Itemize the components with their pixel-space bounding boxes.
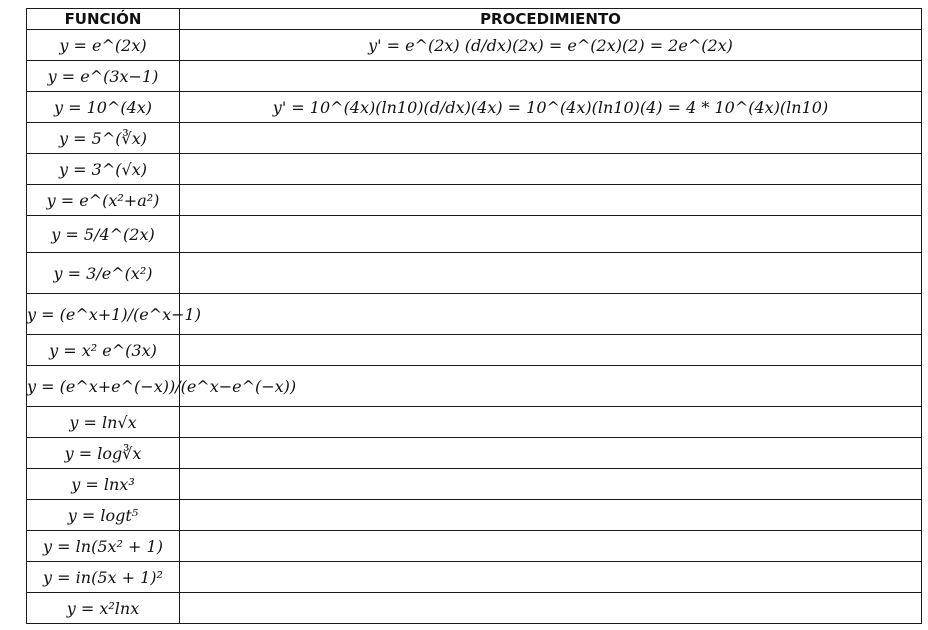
table-row bbox=[27, 30, 922, 61]
function-cell: y = 3^(√x) bbox=[27, 154, 180, 185]
procedure-cell[interactable] bbox=[180, 123, 922, 154]
procedure-cell[interactable] bbox=[180, 469, 922, 500]
function-cell: y = (e^x+1)/(e^x−1) bbox=[27, 294, 180, 335]
function-cell: y = 3/e^(x²) bbox=[27, 253, 180, 294]
table-row bbox=[27, 294, 922, 335]
procedure-cell[interactable] bbox=[180, 253, 922, 294]
procedure-cell[interactable] bbox=[180, 61, 922, 92]
function-cell: y = in(5x + 1)² bbox=[27, 562, 180, 593]
table-row bbox=[27, 593, 922, 624]
table-row bbox=[27, 335, 922, 366]
table-row bbox=[27, 500, 922, 531]
function-cell: y = x²lnx bbox=[27, 593, 180, 624]
table-row bbox=[27, 407, 922, 438]
procedure-cell[interactable] bbox=[180, 216, 922, 253]
function-cell: y = 5^(∛x) bbox=[27, 123, 180, 154]
header-row bbox=[27, 9, 922, 30]
procedure-cell[interactable] bbox=[180, 562, 922, 593]
table-row bbox=[27, 562, 922, 593]
procedure-cell[interactable] bbox=[180, 500, 922, 531]
procedure-cell[interactable] bbox=[180, 154, 922, 185]
function-cell: y = 10^(4x) bbox=[27, 92, 180, 123]
function-cell: y = lnx³ bbox=[27, 469, 180, 500]
function-cell: y = 5/4^(2x) bbox=[27, 216, 180, 253]
table-row bbox=[27, 92, 922, 123]
procedure-cell[interactable] bbox=[180, 185, 922, 216]
header-funcion: FUNCIÓN bbox=[27, 9, 180, 30]
function-cell: y = e^(x²+a²) bbox=[27, 185, 180, 216]
table-row bbox=[27, 469, 922, 500]
derivatives-table bbox=[26, 8, 922, 624]
table-row bbox=[27, 123, 922, 154]
function-cell: y = e^(2x) bbox=[27, 30, 180, 61]
table-row bbox=[27, 154, 922, 185]
header-procedimiento: PROCEDIMIENTO bbox=[180, 9, 922, 30]
procedure-cell[interactable] bbox=[180, 593, 922, 624]
procedure-cell[interactable]: y' = e^(2x) (d/dx)(2x) = e^(2x)(2) = 2e^(2x) bbox=[180, 30, 922, 61]
table-row bbox=[27, 253, 922, 294]
function-cell: y = x² e^(3x) bbox=[27, 335, 180, 366]
table-row bbox=[27, 438, 922, 469]
table-row bbox=[27, 216, 922, 253]
procedure-cell[interactable] bbox=[180, 407, 922, 438]
function-cell: y = log∛x bbox=[27, 438, 180, 469]
procedure-cell[interactable] bbox=[180, 531, 922, 562]
table-row bbox=[27, 61, 922, 92]
procedure-cell[interactable]: y' = 10^(4x)(ln10)(d/dx)(4x) = 10^(4x)(ln10)(4) = 4 * 10^(4x)(ln10) bbox=[180, 92, 922, 123]
function-cell: y = ln(5x² + 1) bbox=[27, 531, 180, 562]
procedure-cell[interactable] bbox=[180, 438, 922, 469]
function-cell: y = ln√x bbox=[27, 407, 180, 438]
function-cell: y = e^(3x−1) bbox=[27, 61, 180, 92]
function-cell: y = logt⁵ bbox=[27, 500, 180, 531]
procedure-cell[interactable] bbox=[180, 294, 922, 335]
table-row bbox=[27, 366, 922, 407]
table-row bbox=[27, 531, 922, 562]
function-cell: y = (e^x+e^(−x))/(e^x−e^(−x)) bbox=[27, 366, 180, 407]
table-row bbox=[27, 185, 922, 216]
procedure-cell[interactable] bbox=[180, 335, 922, 366]
